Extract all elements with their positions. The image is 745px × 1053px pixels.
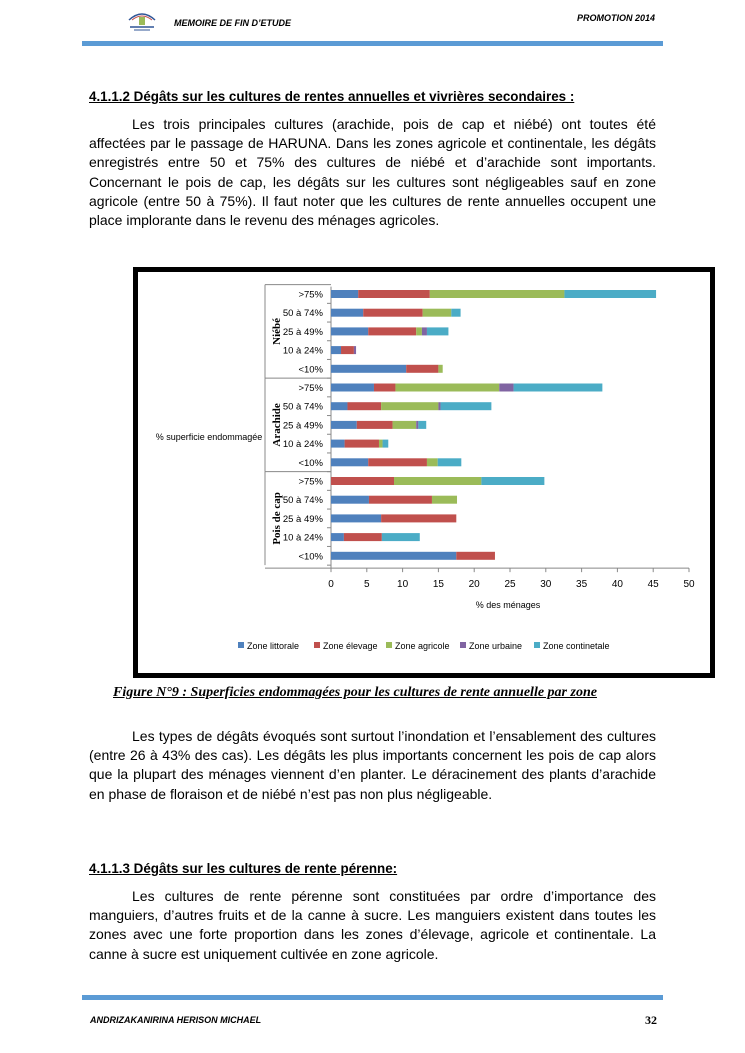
bar-segment (406, 365, 438, 373)
bar-segment (423, 309, 452, 317)
group-label: Niébé (271, 317, 283, 345)
legend-label: Zone élevage (323, 641, 378, 651)
bar-segment (438, 365, 442, 373)
bar-segment (331, 496, 369, 504)
bar-segment (564, 290, 656, 298)
bar-segment (357, 421, 393, 429)
legend-swatch (238, 642, 244, 648)
bar-segment (416, 421, 418, 429)
bar-segment (379, 440, 383, 448)
bar-segment (331, 477, 394, 485)
category-label: <10% (298, 551, 323, 563)
x-tick-label: 0 (328, 579, 334, 591)
bar-segment (331, 402, 347, 410)
group-label: Pois de cap (271, 492, 283, 545)
legend-swatch (314, 642, 320, 648)
bar-segment (331, 290, 358, 298)
legend-swatch (460, 642, 466, 648)
figure-frame (133, 267, 715, 678)
bar-segment (441, 402, 492, 410)
bar-segment (358, 290, 430, 298)
bar-segment (395, 384, 499, 392)
legend-swatch (386, 642, 392, 648)
legend-label: Zone agricole (395, 641, 450, 651)
legend-label: Zone continetale (543, 641, 610, 651)
bar-segment (394, 477, 481, 485)
section-title-4-1-1-3: 4.1.1.3 Dégâts sur les cultures de rente pérenne: (89, 861, 398, 876)
bar-segment (432, 496, 457, 504)
bar-segment (345, 440, 379, 448)
x-tick-label: 20 (468, 579, 480, 591)
bar-segment (368, 458, 427, 466)
bar-segment (418, 421, 426, 429)
footer-rule (82, 995, 663, 1000)
paragraph-perennial-crops: Les cultures de rente pérenne sont constituées par ordre d’importance des manguiers, d’autres fruits et de la canne à sucre. Les manguiers existent dans toutes les zones avec une forte proportion dans les zones d’élevage, agricole et continentale. La canne à sucre est uniquement cultivée en zone agricole. (89, 888, 656, 962)
footer-author: ANDRIZAKANIRINA HERISON MICHAEL (90, 1015, 262, 1025)
bar-segment (381, 402, 438, 410)
category-label: <10% (298, 457, 323, 469)
bar-segment (331, 458, 368, 466)
x-tick-label: 50 (683, 579, 695, 591)
x-tick-label: 10 (397, 579, 409, 591)
header-rule (82, 41, 663, 46)
category-label: 50 à 74% (282, 401, 323, 413)
stacked-bar-chart (138, 272, 710, 673)
x-tick-label: 15 (432, 579, 444, 591)
bar-segment (331, 533, 344, 541)
x-tick-label: 35 (576, 579, 588, 591)
bar-segment (368, 327, 416, 335)
bar-segment (393, 421, 417, 429)
bar-segment (427, 327, 448, 335)
bar-segment (331, 552, 456, 560)
x-tick-label: 5 (364, 579, 370, 591)
bar-segment (422, 327, 427, 335)
bar-segment (456, 552, 495, 560)
category-label: 25 à 49% (282, 420, 323, 432)
bar-segment (363, 309, 422, 317)
bar-segment (481, 477, 544, 485)
x-tick-label: 40 (611, 579, 623, 591)
x-tick-label: 45 (647, 579, 659, 591)
bar-segment (341, 346, 354, 354)
bar-segment (331, 421, 357, 429)
legend-label: Zone urbaine (469, 641, 523, 651)
bar-segment (499, 384, 513, 392)
bar-segment (344, 533, 382, 541)
category-label: 50 à 74% (282, 308, 323, 320)
figure-caption: Figure N°9 : Superficies endommagées pour les cultures de rente annuelle par zone (113, 685, 597, 700)
bar-segment (438, 402, 440, 410)
category-label: 25 à 49% (282, 326, 323, 338)
x-tick-label: 30 (540, 579, 552, 591)
bar-segment (451, 309, 460, 317)
category-label: >75% (298, 289, 323, 301)
bar-segment (347, 402, 381, 410)
bar-segment (430, 290, 565, 298)
category-label: <10% (298, 364, 323, 376)
section-title-4-1-1-2: 4.1.1.2 Dégâts sur les cultures de rentes annuelles et vivrières secondaires : (89, 89, 575, 104)
category-label: 25 à 49% (282, 513, 323, 525)
bar-segment (354, 346, 356, 354)
x-axis-title: % des ménages (475, 600, 541, 611)
school-logo-icon (127, 8, 157, 32)
bar-segment (331, 346, 341, 354)
paragraph-damage-types: Les types de dégâts évoqués sont surtout l’inondation et l’ensablement des cultures (entre 26 à 43% des cas). Les dégâts les plus importants concernent les pois de cap alors que la plupart des ménages viennent d’en planter. Le déracinement des plants d’arachide en phase de floraison et de niébé n’est pas non plus négligeable. (89, 728, 656, 802)
category-label: >75% (298, 383, 323, 394)
bar-segment (514, 384, 603, 392)
category-label: 50 à 74% (282, 495, 323, 507)
bar-segment (331, 514, 381, 522)
bar-segment (438, 458, 462, 466)
bar-segment (381, 514, 456, 522)
bar-segment (331, 365, 406, 373)
category-label: 10 à 24% (282, 345, 323, 357)
bar-segment (427, 458, 438, 466)
page-number: 32 (645, 1013, 657, 1027)
bar-segment (383, 440, 389, 448)
category-label: 10 à 24% (282, 439, 323, 451)
category-label: 10 à 24% (282, 532, 323, 544)
bar-segment (416, 327, 422, 335)
bar-segment (369, 496, 432, 504)
x-tick-label: 25 (504, 579, 516, 591)
bar-segment (331, 309, 363, 317)
legend-label: Zone littorale (247, 641, 300, 651)
bar-segment (331, 440, 345, 448)
header-promotion: PROMOTION 2014 (576, 13, 655, 23)
y-axis-title: % superficie endommagée (155, 432, 263, 442)
header-title: MEMOIRE DE FIN D’ETUDE (174, 18, 292, 28)
category-label: >75% (298, 476, 323, 488)
bar-segment (382, 533, 420, 541)
bar-segment (331, 384, 374, 392)
bar-segment (331, 327, 368, 335)
group-label: Arachide (271, 403, 283, 447)
legend-swatch (534, 642, 540, 648)
bar-segment (374, 384, 395, 392)
paragraph-crops-damage: Les trois principales cultures (arachide, pois de cap et niébé) ont toutes été affectées par le passage de HARUNA. Dans les zones agricole et continentale, les dégâts enregistrés entre 50 et 75% des cultures de niébé et d’arachide sont importants. Concernant le pois de cap, les dégâts sur les cultures sont négligeables sauf en zone agricole (entre 50 à 75%). Il faut noter que les cultures de rente annuelles occupent une place implorante dans le revenu des ménages agricoles. (89, 116, 656, 229)
